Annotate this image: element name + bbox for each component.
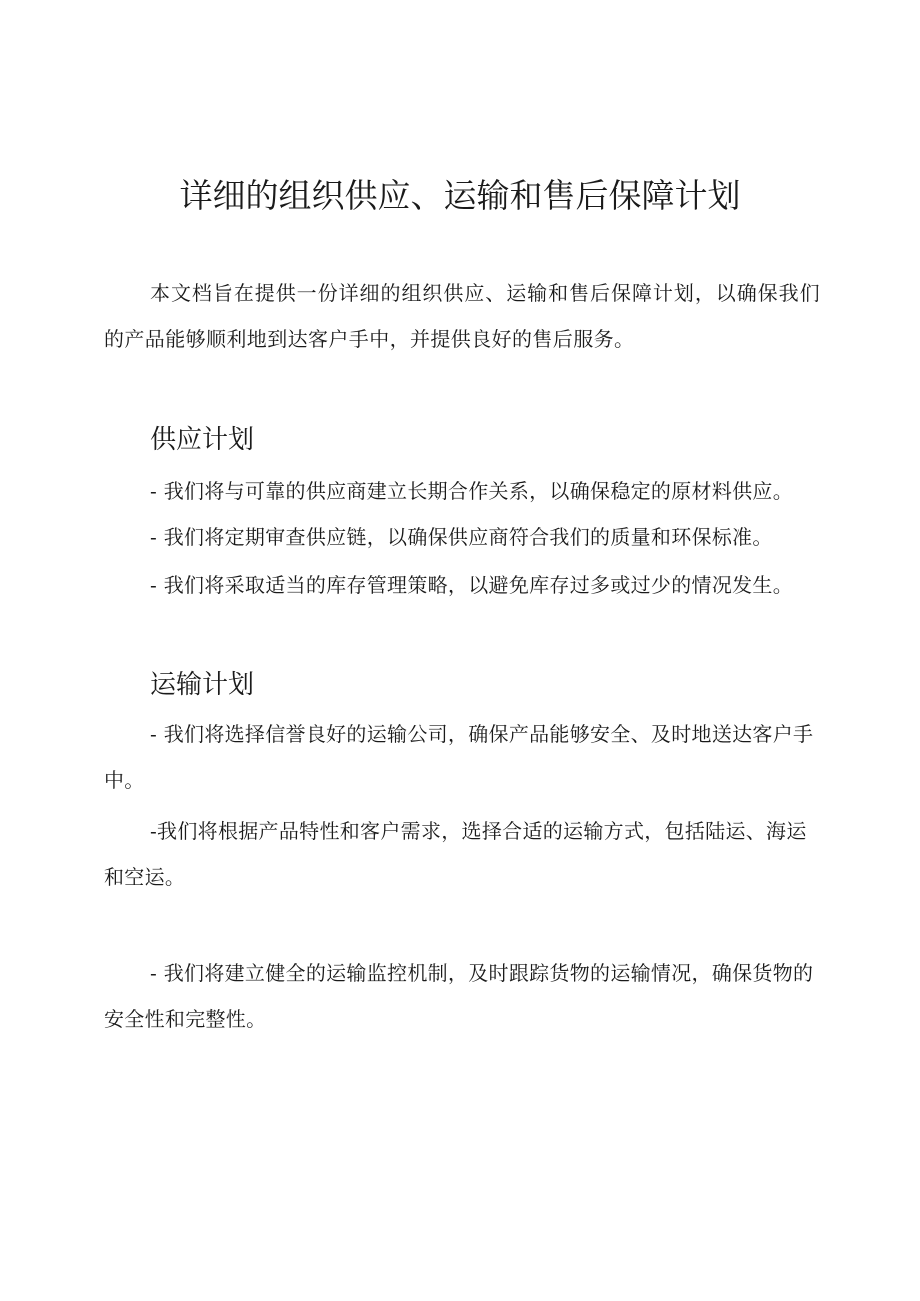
intro-paragraph: 本文档旨在提供一份详细的组织供应、运输和售后保障计划，以确保我们的产品能够顺利地到达客户手中，并提供良好的售后服务。 — [104, 281, 820, 351]
supply-item-2: - 我们将定期审查供应链，以确保供应商符合我们的质量和环保标准。 — [150, 525, 773, 549]
transport-item-1: - 我们将选择信誉良好的运输公司，确保产品能够安全、及时地送达客户手中。 — [104, 722, 814, 792]
section-heading-supply: 供应计划 — [150, 425, 255, 455]
document-title: 详细的组织供应、运输和售后保障计划 — [179, 176, 741, 215]
supply-item-1: - 我们将与可靠的供应商建立长期合作关系，以确保稳定的原材料供应。 — [150, 479, 794, 503]
supply-item-3: - 我们将采取适当的库存管理策略，以避免库存过多或过少的情况发生。 — [150, 573, 794, 597]
transport-item-3: - 我们将建立健全的运输监控机制，及时跟踪货物的运输情况，确保货物的安全性和完整性。 — [104, 961, 814, 1031]
section-heading-transport: 运输计划 — [150, 670, 255, 700]
transport-item-2: -我们将根据产品特性和客户需求，选择合适的运输方式，包括陆运、海运和空运。 — [104, 819, 807, 889]
